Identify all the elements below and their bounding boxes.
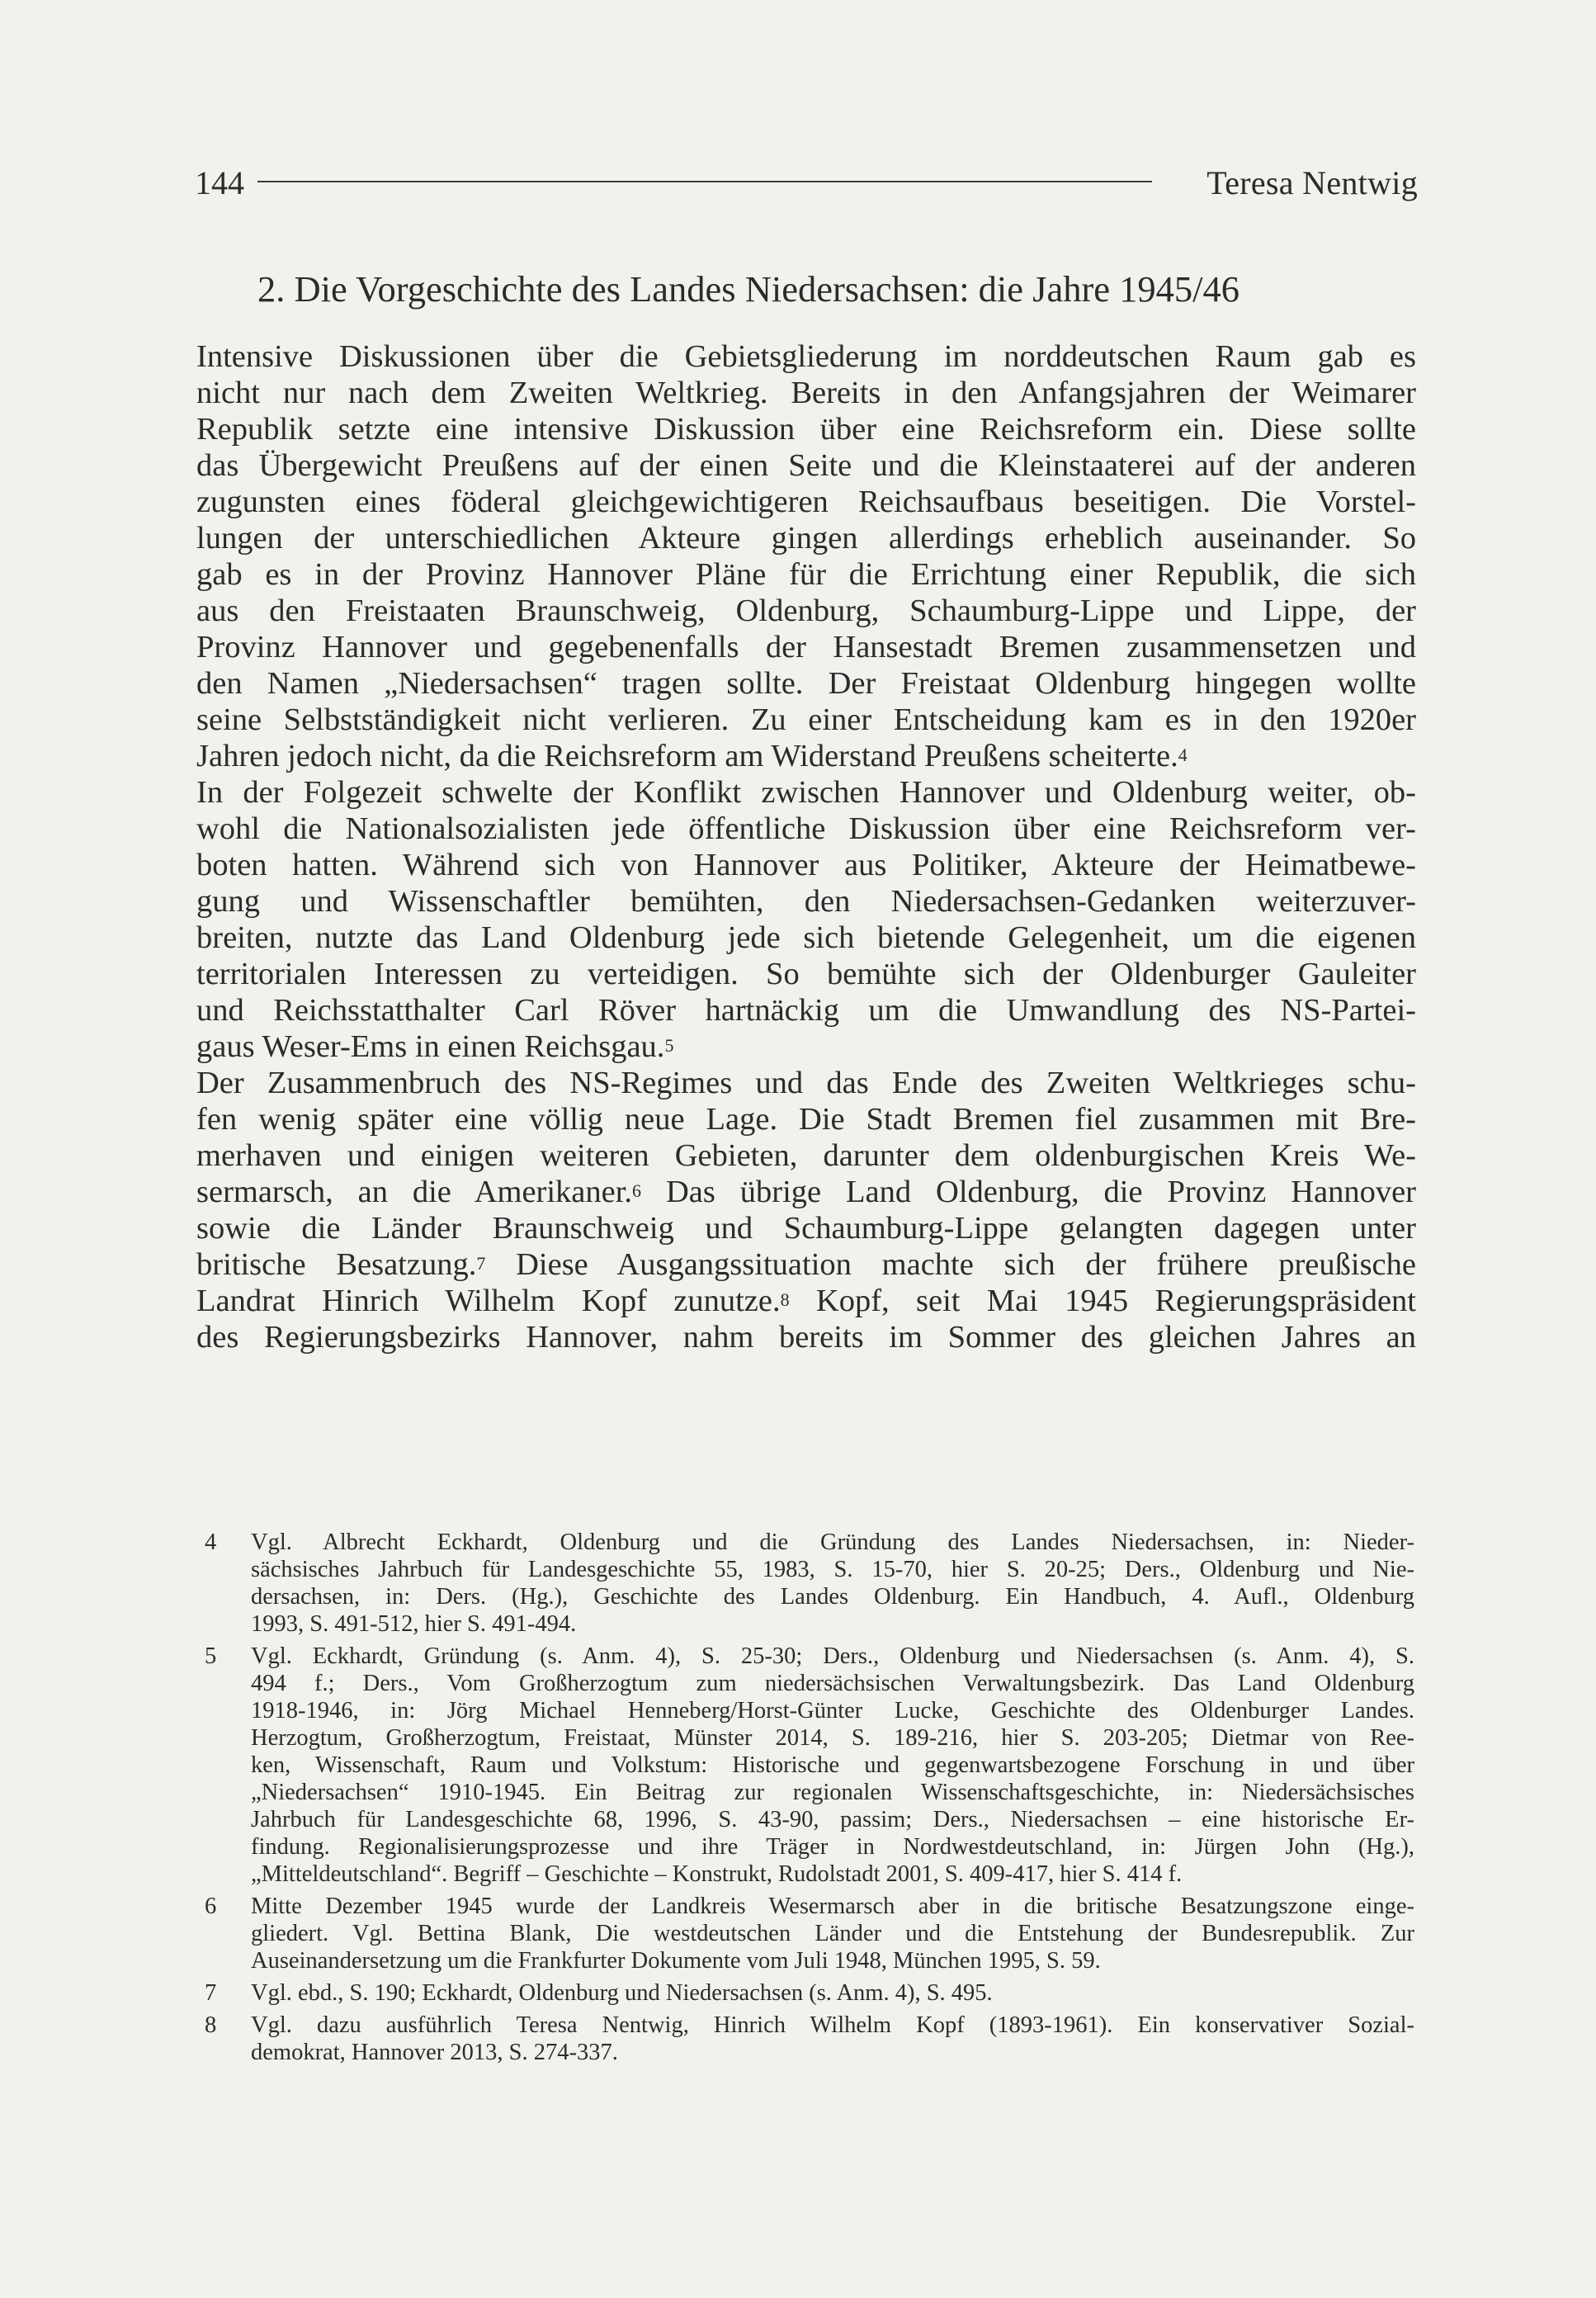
body-line-text: In der Folgezeit schwelte der Konflikt zwischen Hannover und Oldenburg weiter, ob- xyxy=(196,775,1416,810)
body-line-text: fen wenig später eine völlig neue Lage. Die Stadt Bremen fiel zusammen mit Bre- xyxy=(196,1102,1416,1137)
body-line-text: das Übergewicht Preußens auf der einen Seite und die Kleinstaaterei auf der anderen xyxy=(196,448,1416,483)
footnote-line: 494 f.; Ders., Vom Großherzogtum zum niedersächsischen Verwaltungsbezirk. Das Land Oldenburg xyxy=(251,1671,1414,1696)
body-line xyxy=(196,556,1416,593)
footnote xyxy=(205,2012,1414,2066)
section-heading: 2. Die Vorgeschichte des Landes Niedersachsen: die Jahre 1945/46 xyxy=(257,268,1240,310)
footnote-line: „Niedersachsen“ 1910-1945. Ein Beitrag zur regionalen Wissenschaftsgeschichte, in: Niedersächsisches xyxy=(251,1780,1414,1805)
body-line xyxy=(196,1210,1416,1246)
footnote-line: Vgl. ebd., S. 190; Eckhardt, Oldenburg und Niedersachsen (s. Anm. 4), S. 495. xyxy=(251,1980,993,2006)
body-line xyxy=(196,375,1416,411)
footnote-reference: 6 xyxy=(632,1180,642,1201)
footnote xyxy=(205,1643,1414,1888)
footnote-line: sächsisches Jahrbuch für Landesgeschichte 55, 1983, S. 15-70, hier S. 20-25; Ders., Oldenburg und Nie- xyxy=(251,1557,1414,1582)
footnote-line: Vgl. dazu ausführlich Teresa Nentwig, Hinrich Wilhelm Kopf (1893-1961). Ein konservativer Sozial- xyxy=(251,2012,1414,2038)
body-line-text: Landrat Hinrich Wilhelm Kopf zunutze. xyxy=(196,1284,781,1318)
footnote-line: Jahrbuch für Landesgeschichte 68, 1996, S. 43-90, passim; Ders., Niedersachsen – eine historische Er- xyxy=(251,1807,1414,1832)
footnote-number: 6 xyxy=(205,1894,217,1919)
body-line-text: Republik setzte eine intensive Diskussion über eine Reichsreform ein. Diese sollte xyxy=(196,412,1416,447)
body-line xyxy=(196,956,1416,992)
body-line-text: Der Zusammenbruch des NS-Regimes und das Ende des Zweiten Weltkrieges schu- xyxy=(196,1066,1416,1100)
body-line xyxy=(196,920,1416,956)
body-line xyxy=(196,665,1416,702)
footnote-reference: 4 xyxy=(1178,745,1188,765)
body-line-text: merhaven und einigen weiteren Gebieten, darunter dem oldenburgischen Kreis We- xyxy=(196,1138,1416,1173)
footnote-line: gliedert. Vgl. Bettina Blank, Die westdeutschen Länder und die Entstehung der Bundesrepublik. Zur xyxy=(251,1921,1414,1946)
footnote-line: dersachsen, in: Ders. (Hg.), Geschichte des Landes Oldenburg. Ein Handbuch, 4. Aufl., Oldenburg xyxy=(251,1584,1414,1610)
body-line-continuation: Kopf, seit Mai 1945 Regierungspräsident xyxy=(789,1284,1416,1318)
body-line-text: gab es in der Provinz Hannover Pläne für die Errichtung einer Republik, die sich xyxy=(196,557,1416,592)
footnote-line: Vgl. Albrecht Eckhardt, Oldenburg und die Gründung des Landes Niedersachsen, in: Nieder- xyxy=(251,1530,1414,1555)
footnote xyxy=(205,1529,1414,1638)
body-line-text: lungen der unterschiedlichen Akteure gingen allerdings erheblich auseinander. So xyxy=(196,521,1416,556)
body-line xyxy=(196,774,1416,811)
body-line xyxy=(196,1065,1416,1101)
page-number: 144 xyxy=(195,164,244,201)
body-line xyxy=(196,1137,1416,1174)
footnote-line: findung. Regionalisierungsprozesse und ihre Träger in Nordwestdeutschland, in: Jürgen John (Hg.), xyxy=(251,1834,1414,1860)
body-line xyxy=(196,738,1416,774)
footnote-line: Auseinandersetzung um die Frankfurter Dokumente vom Juli 1948, München 1995, S. 59. xyxy=(251,1948,1101,1974)
footnote-reference: 7 xyxy=(476,1253,486,1274)
footnote-line: demokrat, Hannover 2013, S. 274-337. xyxy=(251,2040,618,2065)
header-rule xyxy=(257,181,1152,182)
footnote-line: Herzogtum, Großherzogtum, Freistaat, Münster 2014, S. 189-216, hier S. 203-205; Dietmar von Ree- xyxy=(251,1725,1414,1751)
body-line xyxy=(196,1246,1416,1283)
body-line-text: britische Besatzung. xyxy=(196,1247,477,1282)
running-head xyxy=(195,158,1418,208)
footnote-line: Vgl. Eckhardt, Gründung (s. Anm. 4), S. 25-30; Ders., Oldenburg und Niedersachsen (s. Anm. 4), S. xyxy=(251,1643,1414,1669)
body-line-continuation: Diese Ausgangssituation machte sich der frühere preußische xyxy=(485,1247,1416,1282)
body-line xyxy=(196,883,1416,920)
footnote-line: 1918-1946, in: Jörg Michael Henneberg/Horst-Günter Lucke, Geschichte des Oldenburger Landes. xyxy=(251,1698,1414,1724)
body-line xyxy=(196,520,1416,556)
body-line-text: boten hatten. Während sich von Hannover aus Politiker, Akteure der Heimatbewe- xyxy=(196,848,1416,882)
footnote-line: 1993, S. 491-512, hier S. 491-494. xyxy=(251,1611,577,1637)
body-line xyxy=(196,1101,1416,1137)
footnote-line: Mitte Dezember 1945 wurde der Landkreis Wesermarsch aber in die britische Besatzungszone einge- xyxy=(251,1894,1414,1919)
body-line xyxy=(196,338,1416,375)
footnote-reference: 5 xyxy=(664,1035,674,1056)
footnote-number: 5 xyxy=(205,1643,217,1669)
footnote-line: ken, Wissenschaft, Raum und Volkstum: Historische und gegenwartsbezogene Forschung in und über xyxy=(251,1752,1414,1778)
body-line-text: den Namen „Niedersachsen“ tragen sollte. Der Freistaat Oldenburg hingegen wollte xyxy=(196,666,1416,701)
body-line xyxy=(196,447,1416,484)
footnote xyxy=(205,1979,1414,2007)
footnote-line: „Mitteldeutschland“. Begriff – Geschichte – Konstrukt, Rudolstadt 2001, S. 409-417, hier S. 414 f. xyxy=(251,1861,1183,1887)
body-line-text: Intensive Diskussionen über die Gebietsgliederung im norddeutschen Raum gab es xyxy=(196,339,1416,374)
body-text xyxy=(196,338,1416,1355)
body-line-text: Jahren jedoch nicht, da die Reichsreform am Widerstand Preußens scheiterte. xyxy=(196,739,1178,773)
footnote xyxy=(205,1893,1414,1974)
footnote-number: 4 xyxy=(205,1530,217,1555)
running-head-author: Teresa Nentwig xyxy=(1206,164,1418,201)
body-line xyxy=(196,593,1416,629)
footnote-number: 7 xyxy=(205,1980,217,2006)
body-line-text: Provinz Hannover und gegebenenfalls der Hansestadt Bremen zusammensetzen und xyxy=(196,630,1416,664)
body-line-text: seine Selbstständigkeit nicht verlieren. Zu einer Entscheidung kam es in den 1920er xyxy=(196,702,1416,737)
body-line-text: wohl die Nationalsozialisten jede öffentliche Diskussion über eine Reichsreform ver- xyxy=(196,811,1416,846)
footnote-reference: 8 xyxy=(780,1289,790,1310)
body-line-text: und Reichsstatthalter Carl Röver hartnäckig um die Umwandlung des NS-Partei- xyxy=(196,993,1416,1028)
body-line xyxy=(196,811,1416,847)
body-line xyxy=(196,1028,1416,1065)
footnote-number: 8 xyxy=(205,2012,217,2038)
body-line xyxy=(196,1319,1416,1355)
body-line-text: sermarsch, an die Amerikaner. xyxy=(196,1175,633,1209)
body-line-text: gung und Wissenschaftler bemühten, den Niedersachsen-Gedanken weiterzuver- xyxy=(196,884,1416,919)
body-line-text: sowie die Länder Braunschweig und Schaumburg-Lippe gelangten dagegen unter xyxy=(196,1211,1416,1246)
body-line-text: zugunsten eines föderal gleichgewichtigeren Reichsaufbaus beseitigen. Die Vorstel- xyxy=(196,485,1416,519)
body-line xyxy=(196,992,1416,1028)
body-line-text: gaus Weser-Ems in einen Reichsgau. xyxy=(196,1029,665,1064)
body-line-text: territorialen Interessen zu verteidigen. So bemühte sich der Oldenburger Gauleiter xyxy=(196,957,1416,991)
body-line-text: nicht nur nach dem Zweiten Weltkrieg. Bereits in den Anfangsjahren der Weimarer xyxy=(196,376,1416,410)
body-line xyxy=(196,484,1416,520)
body-line-text: breiten, nutzte das Land Oldenburg jede sich bietende Gelegenheit, um die eigenen xyxy=(196,920,1416,955)
body-line xyxy=(196,847,1416,883)
body-line-text: aus den Freistaaten Braunschweig, Oldenburg, Schaumburg-Lippe und Lippe, der xyxy=(196,593,1416,628)
body-line xyxy=(196,1174,1416,1210)
body-line xyxy=(196,702,1416,738)
body-line xyxy=(196,411,1416,447)
body-line xyxy=(196,1283,1416,1319)
body-line-text: des Regierungsbezirks Hannover, nahm bereits im Sommer des gleichen Jahres an xyxy=(196,1320,1416,1355)
footnotes xyxy=(205,1529,1414,2071)
body-line-continuation: Das übrige Land Oldenburg, die Provinz Hannover xyxy=(641,1175,1416,1209)
body-line xyxy=(196,629,1416,665)
